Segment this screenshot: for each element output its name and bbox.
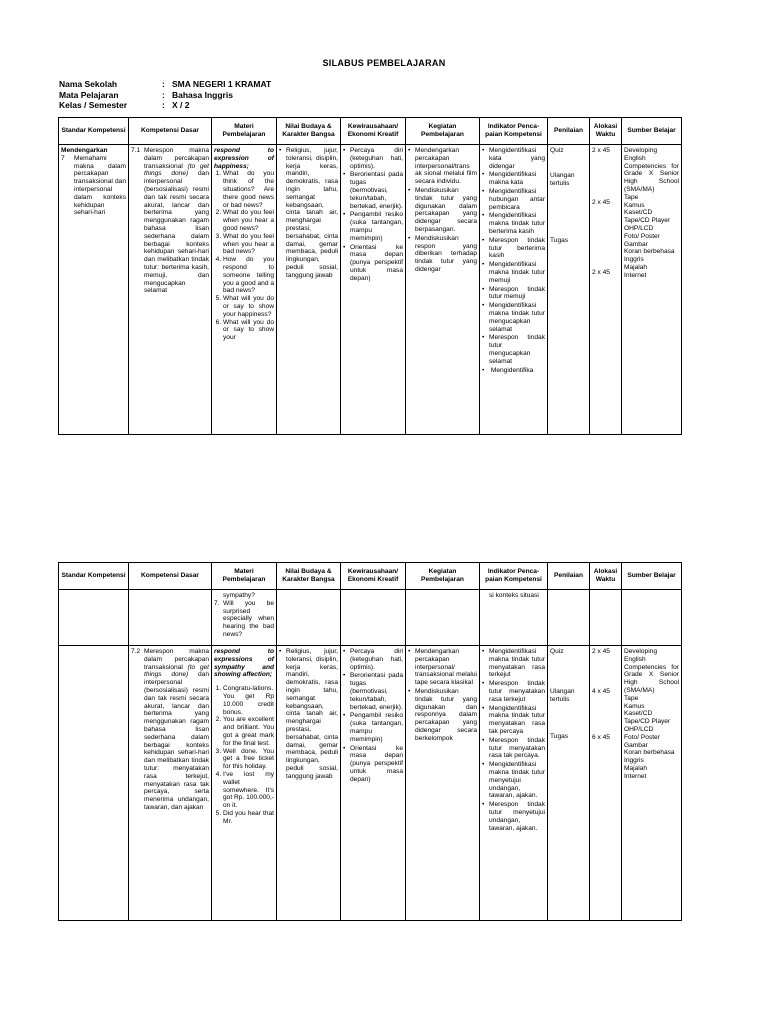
sumber-item: Koran berbehasa Inggris: [624, 248, 675, 264]
kd-text-a: Merespon makna dalam percakapan transaksional: [144, 648, 209, 671]
cell-penilaian: [548, 145, 590, 435]
cell-kompetensi-dasar: [129, 145, 212, 435]
list-item: • Merespon tindak tutur mengucapkan selamat: [489, 334, 545, 365]
list-item: 4 x 45: [592, 687, 610, 695]
kewira-list: [343, 147, 403, 283]
list-item: • Mengidentifika: [489, 367, 545, 375]
list-item: 6 x 45: [592, 733, 610, 741]
meta-row-school: [59, 79, 271, 90]
header-materi: Materi Pembelajaran: [212, 118, 277, 145]
sumber-item: Koran berbehasa Inggris: [624, 749, 675, 765]
syllabus-table-2: [58, 562, 682, 921]
nilai-list: [279, 648, 338, 781]
cell-indikator: [480, 145, 548, 435]
list-item: Ulangan tertulis: [550, 171, 575, 187]
sumber-item: Kamus: [624, 702, 645, 710]
sk-text: Memahami makna dalam percakapan transaksional dan interpersonal dalam konteks kehidupan sehari-hari: [74, 154, 126, 217]
list-item: • Merespon tindak tutur memuji: [489, 286, 545, 302]
list-item: 4. I've lost my wallet somewhere. It's got Rp. 100.000,- on it.: [223, 771, 274, 810]
nilai-list: [279, 147, 338, 280]
list-item: 2. What do you feel when you hear a good news?: [223, 209, 274, 232]
cell-nilai-budaya: [277, 646, 341, 921]
list-item: • Merespon tindak tutur berterima kasih: [489, 237, 545, 260]
meta-label: Mata Pelajaran: [59, 89, 119, 100]
sumber-item: Foto/ Poster: [624, 232, 660, 240]
kd-item: [131, 648, 209, 812]
indikator-cont-text: si konteks situasi: [489, 592, 539, 599]
table-header-row: [59, 563, 682, 590]
list-item: • Mendengarkan percakapan interpersonal/ transaksional melalui tape secara klasikal: [415, 648, 477, 687]
list-item: 2. You are excellent and brilliant. You got a great mark for the final test.: [223, 716, 274, 747]
meta-label: Kelas / Semester: [59, 100, 128, 110]
list-item: • Mengidentifikasi makna tindak tutur menyatakan rasa tak percaya: [489, 705, 545, 736]
cell-empty: [129, 590, 212, 646]
header-kegiatan: Kegiatan Pembelajaran: [406, 118, 480, 145]
sumber-item: Internet: [624, 772, 647, 780]
list-item: • Mengidentifikasi makna tindak tutur menyatakan rasa terkejut: [489, 648, 545, 679]
sumber-item: Gambar: [624, 741, 648, 749]
kd-number: 7.2: [131, 648, 141, 655]
cell-kegiatan: [406, 145, 480, 435]
sumber-item: Majalah: [624, 263, 648, 271]
list-item: • Religius, jujur, toleransi, disiplin, kerja keras, mandiri, demokratis, rasa ingin tahu, semangat kebangsaan, cinta tanah air, menghargai prestasi, bersahabat, cinta damai, gemar membaca, peduli lingkungan, peduli sosial, tanggung jawab: [286, 648, 338, 781]
list-item: • Mendiskusikan tindak tutur yang digunakan dan responnya dalam percakapan yang didengar secara berkelompok: [415, 688, 477, 743]
sumber-item: Tape/CD Player: [624, 217, 671, 225]
sumber-item: Tape: [624, 694, 639, 702]
list-item: 3. Well done. You get a free ticket for this holiday.: [223, 748, 274, 771]
list-item: • Mendengarkan percakapan interpersonal/trans ak sional melalui film secara individu.: [415, 147, 477, 186]
sumber-item: Gambar: [624, 240, 648, 248]
header-alokasi: Alokasi Waktu: [590, 118, 622, 145]
kegiatan-list: [408, 648, 477, 743]
header-nilai-budaya: Nilai Budaya & Karakter Bangsa: [277, 118, 341, 145]
list-item: • Mengidentifikasi makna kata: [489, 171, 545, 187]
cell-kewirausahaan: [341, 646, 406, 921]
list-item: 4. How do you respond to someone telling you a good and a bad news?: [223, 256, 274, 295]
materi-cont-text: sympathy?: [223, 592, 255, 599]
list-item: Ulangan tertulis: [550, 687, 575, 703]
alokasi-list: [592, 648, 619, 741]
cell-materi-continued: [212, 590, 277, 646]
sumber-item: Tape/CD Player: [624, 718, 671, 726]
sumber-item: Kaset/CD: [624, 209, 653, 217]
meta-value: SMA NEGERI 1 KRAMAT: [172, 79, 272, 89]
cell-indikator: [480, 646, 548, 921]
header-penilaian: Penilaian: [548, 118, 590, 145]
list-item: • Orientasi ke masa depan (punya perspektif untuk masa depan): [350, 745, 403, 784]
list-item: • Mengidentifikasi hubungan antar pembicara: [489, 188, 545, 211]
header-materi: Materi Pembelajaran: [212, 563, 277, 590]
cell-kompetensi-dasar: [129, 646, 212, 921]
kewira-list: [343, 648, 403, 784]
list-item: Tugas: [550, 733, 569, 741]
list-item: 5. Did you hear that Mr.: [223, 810, 274, 826]
cell-empty: [548, 590, 590, 646]
sk-title: Mendengarkan: [61, 147, 108, 154]
materi-list: [214, 170, 274, 342]
kd-text-b: (to get things done): [144, 162, 209, 178]
list-item: 3. What do you feel when you hear a bad news?: [223, 233, 274, 256]
list-item: • Pengambil resiko (suka tantangan, mampu memimpin): [350, 712, 403, 743]
list-item: 2 x 45: [592, 268, 610, 276]
materi-cont-number: 7.: [214, 599, 220, 607]
sumber-item: OHP/LCD: [624, 224, 654, 232]
table-header-row: [59, 118, 682, 145]
penilaian-list: [550, 147, 587, 245]
table-row: [59, 646, 682, 921]
materi-title: respond to expressions of sympathy and showing affection;: [214, 648, 274, 679]
list-item: • Merespon tindak tutur menyetujui undangan, tawaran, ajakan.: [489, 801, 545, 832]
meta-row-class: [59, 100, 271, 111]
list-item: • Percaya diri (keteguhan hati, optimis).: [350, 147, 403, 170]
list-item: 2 x 45: [592, 198, 610, 206]
cell-empty: [341, 590, 406, 646]
header-penilaian: Penilaian: [548, 563, 590, 590]
header-sumber: Sumber Belajar: [622, 118, 682, 145]
cell-empty: [59, 590, 129, 646]
list-item: • Religius, jujur, toleransi, disiplin, kerja keras, mandiri, demokratis, rasa ingin tahu, semangat kebangsaan, cinta tanah air, menghargai prestasi, bersahabat, cinta damai, gemar membaca, peduli lingkungan, peduli sosial, tanggung jawab: [286, 147, 338, 280]
kegiatan-list: [408, 147, 477, 274]
materi-title: respond to expression of happiness;: [214, 147, 274, 170]
cell-nilai-budaya: [277, 145, 341, 435]
kd-number: 7.1: [131, 147, 141, 154]
cell-sumber: [622, 646, 682, 921]
table-row: [59, 590, 682, 646]
syllabus-table-1: [58, 117, 682, 435]
sk-number: 7: [61, 154, 65, 162]
list-item: • Berorientasi pada tugas (bermotivasi, tekun/tabah, bertekad, enerjik).: [350, 171, 403, 210]
cell-materi: [212, 145, 277, 435]
header-standar-kompetensi: Standar Kompetensi: [59, 563, 129, 590]
list-item: 6. What will you do or say to show your: [223, 319, 274, 342]
list-item: • Mengidentifikasi makna tindak tutur mengucapkan selamat: [489, 302, 545, 333]
kd-text-a: Merespon makna dalam percakapan transaksional: [144, 147, 209, 170]
sumber-item: Majalah: [624, 764, 648, 772]
list-item: • Mengidentifikasi makna tindak tutur menyetujui undangan, tawaran, ajakan.: [489, 761, 545, 800]
header-indikator: Indikator Penca-paian Kompetensi: [480, 563, 548, 590]
list-item: 2 x 45: [592, 648, 610, 655]
header-standar-kompetensi: Standar Kompetensi: [59, 118, 129, 145]
cell-penilaian: [548, 646, 590, 921]
kd-text-c: dan interpersonal (bersosialisasi) resmi dan tak resmi secara akurat, lancar dan berterima yang menggunakan ragam bahasa lisan sederhana dalam berbagai konteks kehidupan sehari-hari dan melibatkan tindak tutur: menyatakan rasa terkejut, menyatakan rasa tak percaya, serta menerima undangan, tawaran, dan ajakan: [144, 671, 209, 811]
kd-text: [144, 648, 209, 812]
materi-cont-item: [214, 600, 274, 639]
header-nilai-budaya: Nilai Budaya & Karakter Bangsa: [277, 563, 341, 590]
list-item: 1. What do you think of the situations? Are there good news or bad news?: [223, 170, 274, 209]
list-item: Quiz: [550, 147, 564, 154]
cell-empty: [277, 590, 341, 646]
list-item: • Mendiskusikan respon yang diberikan terhadap tindak tutur yang didengar: [415, 235, 477, 274]
header-alokasi: Alokasi Waktu: [590, 563, 622, 590]
kd-text-c: dan interpersonal (bersosialisasi) resmi dan tak resmi secara akurat, lancar dan berterima yang menggunakan ragam bahasa lisan sederhana dalam berbagai konteks kehidupan sehari-hari dan melibatkan tindak tutur: berterima kasih, memuji, dan mengucapkan selamat: [144, 170, 209, 295]
sumber-item: OHP/LCD: [624, 725, 654, 733]
list-item: Tugas: [550, 237, 569, 245]
cell-empty: [622, 590, 682, 646]
cell-sumber: [622, 145, 682, 435]
cell-alokasi: [590, 646, 622, 921]
cell-standar-kompetensi: [59, 145, 129, 435]
cell-alokasi: [590, 145, 622, 435]
header-kewirausahaan: Kewirausahaan/ Ekonomi Kreatif: [341, 118, 406, 145]
list-item: • Pengambil resiko (suka tantangan, mampu memimpin): [350, 211, 403, 242]
header-kompetensi-dasar: Kompetensi Dasar: [129, 563, 212, 590]
list-item: • Mengidentifikasi makna tindak tutur memuji: [489, 261, 545, 284]
cell-empty: [590, 590, 622, 646]
meta-colon: :: [162, 100, 165, 110]
sumber-item: Internet: [624, 271, 647, 279]
indikator-list: [482, 147, 545, 374]
sumber-item: Foto/ Poster: [624, 733, 660, 741]
header-kompetensi-dasar: Kompetensi Dasar: [129, 118, 212, 145]
header-kegiatan: Kegiatan Pembelajaran: [406, 563, 480, 590]
materi-list: [214, 685, 274, 825]
sumber-item: Tape: [624, 193, 639, 201]
list-item: • Mengidentifikasi kata yang didengar: [489, 147, 545, 170]
meta-value: Bahasa Inggris: [172, 89, 233, 100]
header-kewirausahaan: Kewirausahaan/ Ekonomi Kreatif: [341, 563, 406, 590]
list-item: 5. What will you do or say to show your happiness?: [223, 295, 274, 318]
sumber-item: Developing English Competencies for Grade X Senior High School (SMA/MA): [624, 147, 679, 193]
page-title: SILABUS PEMBELAJARAN: [322, 58, 446, 68]
penilaian-list: [550, 648, 587, 741]
meta-colon: :: [162, 79, 165, 89]
meta-colon: :: [162, 89, 165, 100]
cell-kewirausahaan: [341, 145, 406, 435]
cell-standar-kompetensi: [59, 646, 129, 921]
header-sumber: Sumber Belajar: [622, 563, 682, 590]
kd-item: [131, 147, 209, 295]
list-item: • Percaya diri (keteguhan hati, optimis).: [350, 648, 403, 671]
list-item: 1. Congratu-lations. You get Rp 10.000 credit bonus.: [223, 685, 274, 716]
list-item: • Orientasi ke masa depan (punya perspektif untuk masa depan): [350, 244, 403, 283]
sumber-item: Kamus: [624, 201, 645, 209]
cell-kegiatan: [406, 646, 480, 921]
sk-item: [61, 155, 126, 217]
list-item: • Merespon tindak tutur menyatakan rasa tak percaya.: [489, 737, 545, 760]
indikator-list: [482, 648, 545, 832]
meta-value: X / 2: [172, 100, 190, 110]
list-item: Quiz: [550, 648, 564, 655]
document-meta: [59, 79, 271, 111]
cell-indikator-continued: [480, 590, 548, 646]
table-row: [59, 145, 682, 435]
sumber-item: Kaset/CD: [624, 710, 653, 718]
list-item: • Berorientasi pada tugas (bermotivasi, tekun/tabah, bertekad, enerjik).: [350, 672, 403, 711]
list-item: • Mendiskusikan tindak tutur yang digunakan dalam percakapan yang didengar secara berpasangan.: [415, 187, 477, 234]
materi-cont-text: Will you be surprised especially when hearing the bad news?: [223, 599, 274, 638]
sumber-item: Developing English Competencies for Grade X Senior High School (SMA/MA): [624, 648, 679, 694]
alokasi-list: [592, 147, 619, 276]
list-item: • Mengidentifikasi makna tindak tutur berterima kasih: [489, 212, 545, 235]
kd-text-b: (to get things done): [144, 663, 209, 679]
header-indikator: Indikator Penca-paian Kompetensi: [480, 118, 548, 145]
cell-empty: [406, 590, 480, 646]
meta-label: Nama Sekolah: [59, 79, 118, 89]
cell-materi: [212, 646, 277, 921]
kd-text: [144, 147, 209, 295]
list-item: • Merespon tindak tutur menyatakan rasa terkejut: [489, 680, 545, 703]
list-item: 2 x 45: [592, 147, 610, 154]
meta-row-subject: [59, 90, 271, 101]
